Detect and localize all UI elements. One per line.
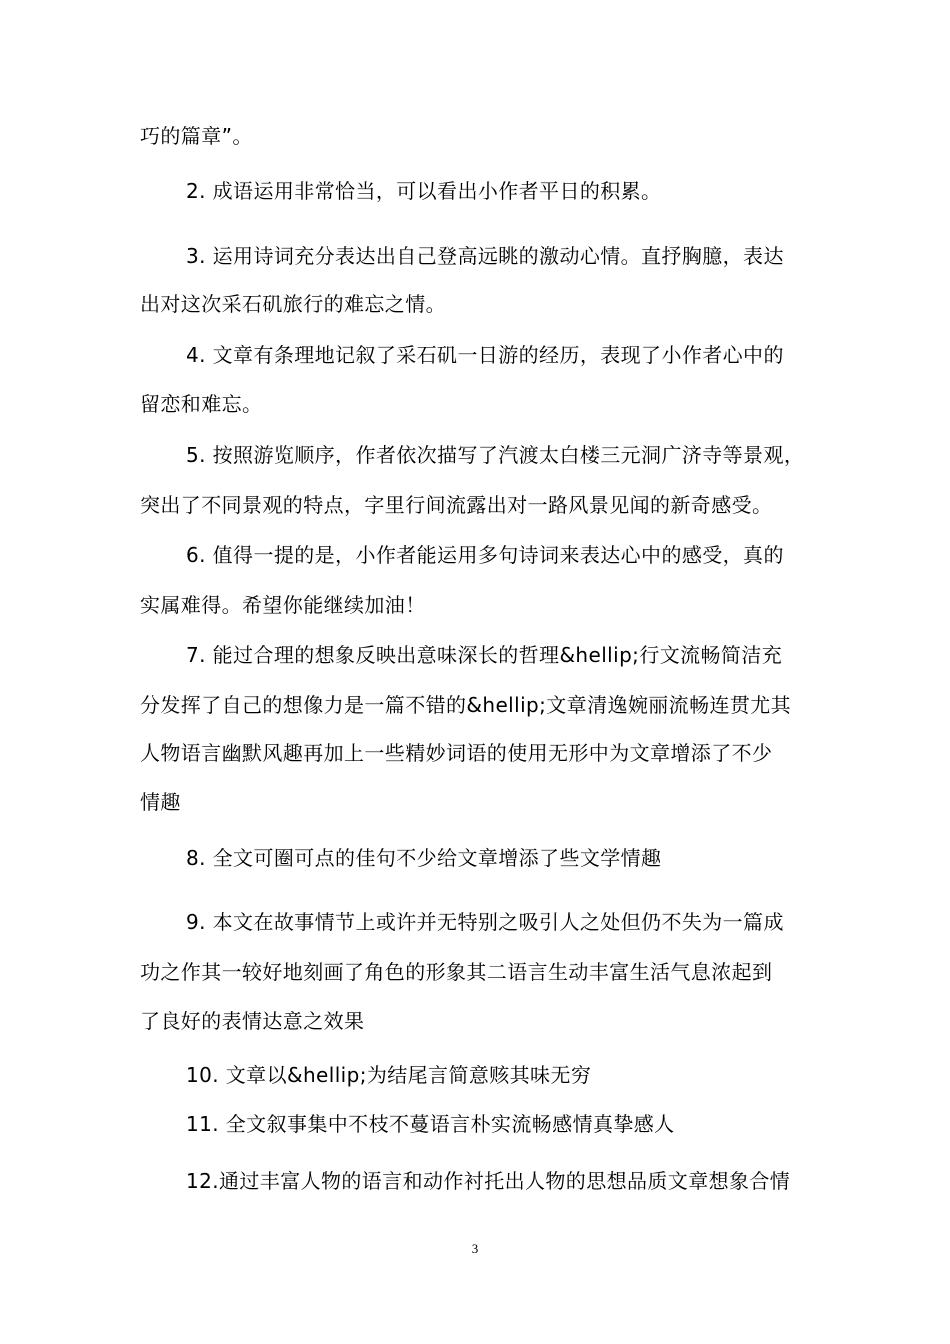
comment-item-9: 9. 本文在故事情节上或许并无特别之吸引人之处但仍不失为一篇成 bbox=[186, 910, 784, 934]
text-line: 突出了不同景观的特点，字里行间流露出对一路风景见闻的新奇感受。 bbox=[140, 493, 773, 517]
comment-item-12: 12.通过丰富人物的语言和动作衬托出人物的思想品质文章想象合情 bbox=[186, 1169, 791, 1193]
text-line: 情趣 bbox=[140, 790, 181, 814]
text-line: 功之作其一较好地刻画了角色的形象其二语言生动丰富生活气息浓起到 bbox=[140, 960, 773, 984]
comment-item-2: 2. 成语运用非常恰当，可以看出小作者平日的积累。 bbox=[186, 179, 662, 203]
comment-item-10: 10. 文章以&hellip;为结尾言简意赅其味无穷 bbox=[186, 1063, 592, 1087]
page-number: 3 bbox=[471, 1241, 479, 1256]
text-line: 巧的篇章”。 bbox=[140, 124, 253, 148]
text-line: 出对这次采石矶旅行的难忘之情。 bbox=[140, 292, 446, 316]
comment-item-4: 4. 文章有条理地记叙了采石矶一日游的经历，表现了小作者心中的 bbox=[186, 343, 784, 367]
comment-item-3: 3. 运用诗词充分表达出自己登高远眺的激动心情。直抒胸臆，表达 bbox=[186, 244, 784, 268]
comment-item-5: 5. 按照游览顺序，作者依次描写了汽渡太白楼三元洞广济寺等景观， bbox=[186, 443, 805, 467]
comment-item-11: 11. 全文叙事集中不枝不蔓语言朴实流畅感情真挚感人 bbox=[186, 1112, 675, 1136]
comment-item-7: 7. 能过合理的想象反映出意味深长的哲理&hellip;行文流畅简洁充 bbox=[186, 643, 783, 667]
text-line: 人物语言幽默风趣再加上一些精妙词语的使用无形中为文章增添了不少 bbox=[140, 741, 773, 765]
text-line: 了良好的表情达意之效果 bbox=[140, 1009, 365, 1033]
text-line: 分发挥了自己的想像力是一篇不错的&hellip;文章清逸婉丽流畅连贯尤其 bbox=[140, 693, 792, 717]
comment-item-8: 8. 全文可圈可点的佳句不少给文章增添了些文学情趣 bbox=[186, 846, 662, 870]
comment-item-6: 6. 值得一提的是，小作者能运用多句诗词来表达心中的感受，真的 bbox=[186, 543, 784, 567]
text-line: 留恋和难忘。 bbox=[140, 392, 263, 416]
text-line: 实属难得。希望你能继续加油！ bbox=[140, 593, 426, 617]
